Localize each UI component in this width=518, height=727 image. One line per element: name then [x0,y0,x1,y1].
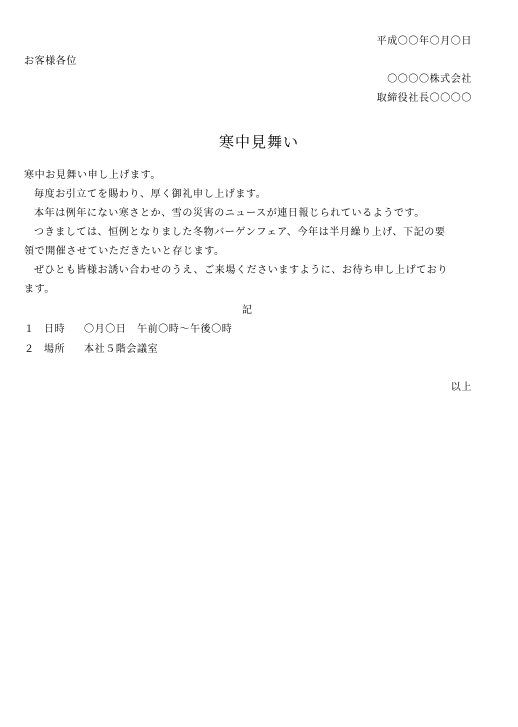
body-line-5: 領で開催させていただきたいと存じます。 [24,246,225,257]
body-line-7: ます。 [24,284,55,295]
list-item-label: 日時 [44,324,66,335]
list-item-value: 本社５階会議室 [84,344,159,355]
body-line-4: つきましては、恒例となりました冬物バーゲンフェア、今年は半月繰り上げ、下記の要 [34,227,446,238]
recipient: お客様各位 [24,56,77,67]
list-item-place [24,343,158,356]
list-item-datetime [24,323,232,336]
list-item-label: 場所 [44,344,66,355]
body-line-1: 寒中お見舞い申し上げます。 [24,170,161,181]
sender-representative: 取締役社長〇〇〇〇 [376,93,472,104]
body-line-6: ぜひとも皆様お誘い合わせのうえ、ご来場くださいますように、お待ち申し上げており [34,265,448,276]
sender-company: 〇〇〇〇株式会社 [387,74,472,85]
list-item-number: ２ [24,344,35,355]
body-line-3: 本年は例年にない寒さとか、雪の災害のニュースが連日報じられているようです。 [34,208,425,219]
list-item-number: １ [24,324,35,335]
body-line-2: 毎度お引立てを賜わり、厚く御礼申し上げます。 [34,189,267,200]
document-date: 平成〇〇年〇月〇日 [376,36,472,47]
ki-heading: 記 [242,305,252,316]
list-item-value: 〇月〇日 午前〇時～午後〇時 [84,324,233,335]
page-title: 寒中見舞い [218,133,299,151]
closing-text: 以上 [450,382,472,393]
